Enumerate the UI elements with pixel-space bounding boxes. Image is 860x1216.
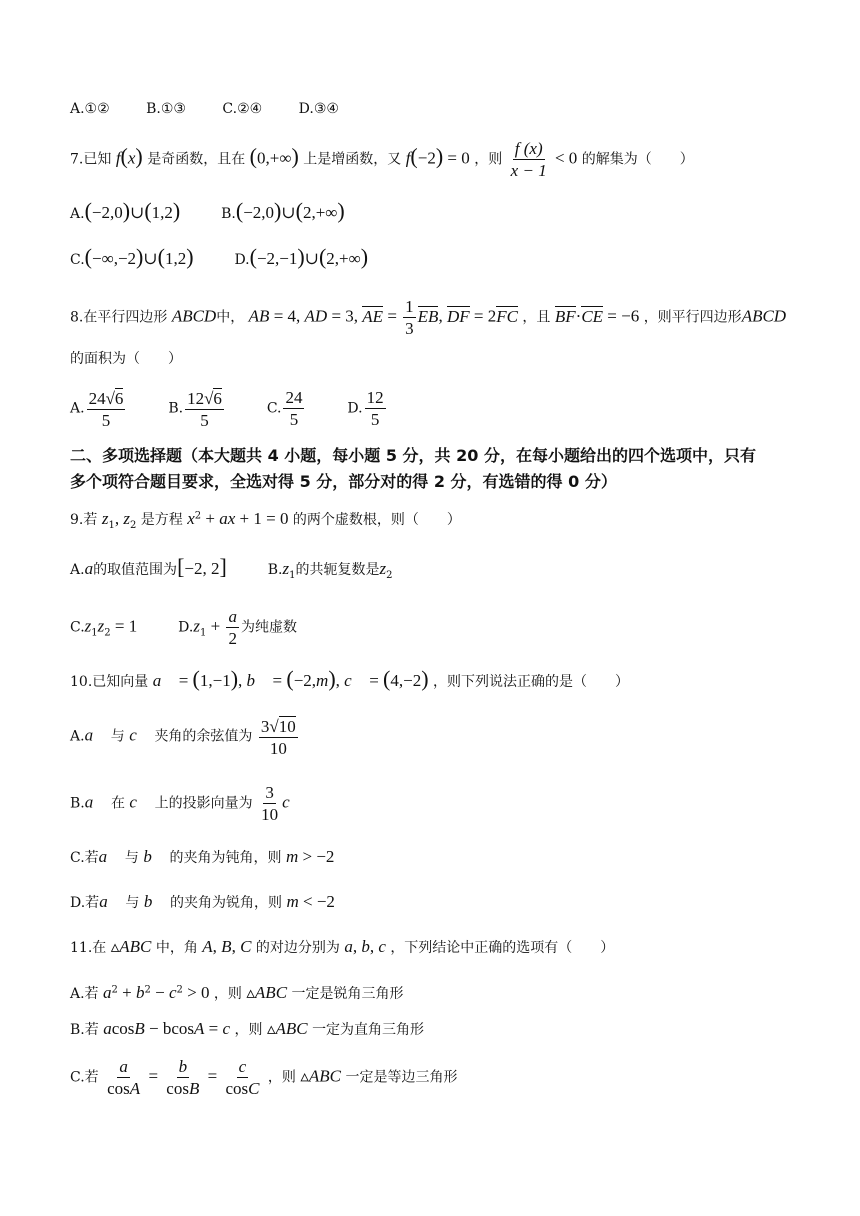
q7-options-ab: A.(−2,0)∪(1,2) B.(−2,0)∪(2,+∞) — [70, 198, 345, 223]
q10-option-d: D.若a⃗ 与 b⃗ 的夹角为锐角，则 m < −2 — [70, 892, 335, 911]
q10-option-b: B.a⃗ 在 c⃗ 上的投影向量为 $\frac{3}{10}$ c⃗ — [70, 783, 303, 824]
section-2-heading-line2: 多个项符合题目要求，全选对得 5 分，部分对的得 2 分，有选错的得 0 分） — [70, 472, 617, 491]
question-7: 7.已知 f(x) 是奇函数，且在 (0,+∞) 上是增函数，又 f(−2) = 0 ，则 $\frac{f (x)}{x - 1}$ < 0 的解集为（ ） — [70, 139, 694, 180]
question-10: 10.已知向量 a⃗ = (1,−1), b⃗ = (−2,m), c⃗ = (4,−2) ，则下列说法正确的是（ ） — [70, 666, 629, 691]
section-2-heading-line1: 二、多项选择题（本大题共 4 小题，每小题 5 分，共 20 分，在每小题给出的四个选项中，只有 — [70, 446, 756, 465]
q9-options-cd: $C.z_1z_2 = 1$ $D.z_1$ + $\frac{a}{2}$ 为纯虚数 — [70, 607, 297, 648]
q8-options: A. $\frac{24√6}{5}$ B. $\frac{12√6}{5}$ C. $\frac{24}{5}$ D. $\frac{12}{5}$ — [70, 388, 384, 430]
q6-option-b: B.①③ — [146, 101, 186, 117]
q6-option-c: C.②④ — [222, 101, 263, 117]
question-8: 8.在平行四边形 ABCD中， AB = 4, AD = 3, AE = $\frac{1}{3}$ EB, DF = 2FC ，且 BF·CE = −6 ，则平行四边形ABCD — [70, 297, 787, 338]
q11-option-c: C.若 $\frac{a}{\cos A}$ = $\frac{b}{\cos B}$ = $\frac{c}{\cos C}$ ，则 ▵ABC 一定是等边三角形 — [70, 1057, 458, 1098]
question-11: 11.在 ▵ABC 中，角 A, B, C 的对边分别为 a, b, c ，下列结论中正确的选项有（ ） — [70, 937, 615, 956]
question-9: 9.若 $z_1$, $z_2$ 是方程 $x^2$ + ax + 1 = 0 的两个虚数根，则（ ） — [70, 509, 461, 531]
q11-option-b: B.若 acosB − bcosA = c ，则 ▵ABC 一定为直角三角形 — [70, 1019, 425, 1038]
q10-option-a: A.a⃗ 与 c⃗ 夹角的余弦值为 $\frac{3√10}{10}$ — [70, 717, 296, 758]
q8-continuation: 的面积为（ ） — [70, 351, 182, 367]
q6-option-a: A.①② — [70, 101, 110, 117]
q10-option-c: C.若a⃗ 与 b⃗ 的夹角为钝角，则 m > −2 — [70, 847, 335, 866]
q6-options — [70, 102, 339, 116]
q7-options-cd: C.(−∞,−2)∪(1,2) D.(−2,−1)∪(2,+∞) — [70, 244, 369, 269]
q11-option-a: A.若 $a^2 + b^2 - c^2 > 0$ ，则 ▵ABC 一定是锐角三角形 — [70, 983, 404, 1002]
q6-option-d: D.③④ — [298, 101, 339, 117]
q9-options-ab: A.a的取值范围为[−2, 2] $B.z_1$的共轭复数是$z_2$ — [70, 554, 393, 581]
